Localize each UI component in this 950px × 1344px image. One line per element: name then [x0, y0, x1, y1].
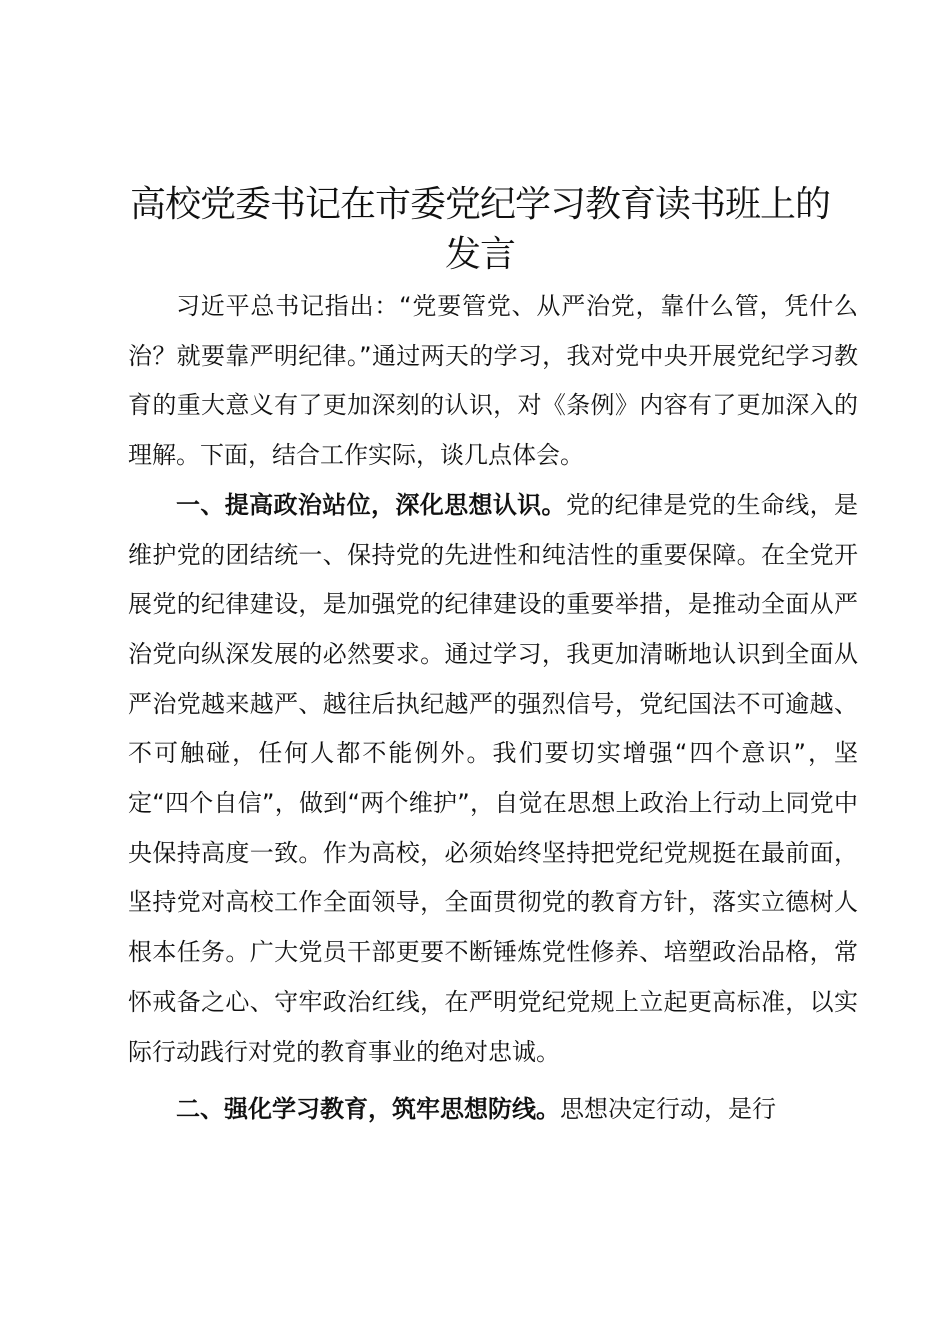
document-title-line-1: 高校党委书记在市委党纪学习教育读书班上的 — [129, 184, 830, 225]
intro-paragraph — [128, 282, 858, 481]
section-heading: 一、提高政治站位，深化思想认识。 — [176, 490, 566, 519]
paragraph-text: 思想决定行动，是行 — [560, 1095, 776, 1124]
section-heading: 二、强化学习教育，筑牢思想防线。 — [176, 1095, 560, 1124]
document-body — [128, 282, 858, 1135]
paragraph-text: 党的纪律是党的生命线，是维护党的团结统一、保持党的先进性和纯洁性的重要保障。在全党开展党的纪律建设，是加强党的纪律建设的重要举措，是推动全面从严治党向纵深发展的必然要求。通过学习，我更加清晰地认识到全面从严治党越来越严、越往后执纪越严的强烈信号，党纪国法不可逾越、不可触碰，任何人都不能例外。我们要切实增强“四个意识”，坚定“四个自信”，做到“两个维护”，自觉在思想上政治上行动上同党中央保持高度一致。作为高校，必须始终坚持把党纪党规挺在最前面，坚持党对高校工作全面领导，全面贯彻党的教育方针，落实立德树人根本任务。广大党员干部更要不断锤炼党性修养、培塑政治品格，常怀戒备之心、守牢政治红线，在严明党纪党规上立起更高标准，以实际行动践行对党的教育事业的绝对忠诚。 — [128, 490, 859, 1066]
paragraph-text: 习近平总书记指出：“党要管党、从严治党，靠什么管，凭什么治？就要靠严明纪律。”通过两天的学习，我对党中央开展党纪学习教育的重大意义有了更加深刻的认识，对《条例》内容有了更加深入的理解。下面，结合工作实际，谈几点体会。 — [128, 292, 858, 470]
section-two-paragraph — [128, 1085, 858, 1135]
document-title-line-2: 发言 — [444, 234, 515, 275]
section-one-paragraph — [128, 481, 858, 1077]
